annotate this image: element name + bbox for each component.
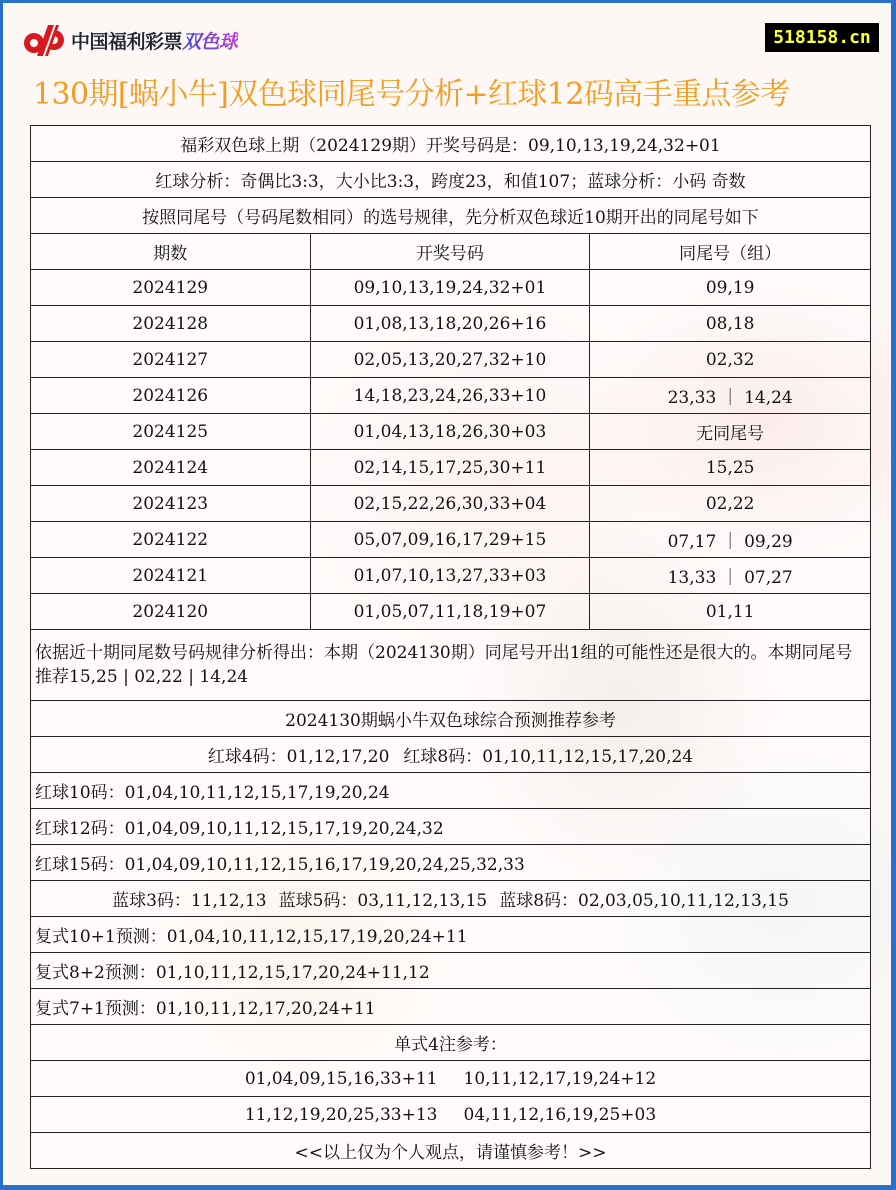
numbers-cell: 14,18,23,24,26,33+10	[310, 378, 590, 414]
table-row	[31, 270, 871, 306]
same-tail-cell: 无同尾号	[590, 414, 871, 450]
single-ticket-4: 04,11,12,16,19,25+03	[463, 1104, 657, 1125]
numbers-cell: 02,14,15,17,25,30+11	[310, 450, 590, 486]
same-tail-cell: 13,33 ｜ 07,27	[590, 558, 871, 594]
numbers-cell: 01,08,13,18,20,26+16	[310, 306, 590, 342]
table-row	[31, 342, 871, 378]
numbers-cell: 05,07,09,16,17,29+15	[310, 522, 590, 558]
table-row	[31, 594, 871, 630]
same-tail-cell: 23,33 ｜ 14,24	[590, 378, 871, 414]
last-draw-row: 福彩双色球上期（2024129期）开奖号码是：09,10,13,19,24,32+01	[31, 126, 871, 162]
red-10-codes: 红球10码：01,04,10,11,12,15,17,19,20,24	[31, 773, 871, 809]
header-same-tail: 同尾号（组）	[590, 234, 871, 270]
table-row	[31, 450, 871, 486]
conclusion-row: 依据近十期同尾数号码规律分析得出：本期（2024130期）同尾号开出1组的可能性还是很大的。本期同尾号推荐15,25 | 02,22 | 14,24	[31, 630, 871, 701]
prediction-title: 2024130期蜗小牛双色球综合预测推荐参考	[31, 701, 871, 737]
intro-row: 按照同尾号（号码尾数相同）的选号规律，先分析双色球近10期开出的同尾号如下	[31, 198, 871, 234]
same-tail-cell: 15,25	[590, 450, 871, 486]
issue-cell: 2024125	[31, 414, 311, 450]
table-row	[31, 486, 871, 522]
single-ticket-3: 11,12,19,20,25,33+13	[244, 1104, 438, 1125]
issue-cell: 2024120	[31, 594, 311, 630]
red-analysis-row: 红球分析：奇偶比3:3，大小比3:3，跨度23，和值107；蓝球分析：小码 奇数	[31, 162, 871, 198]
page-title: 130期[蜗小牛]双色球同尾号分析+红球12码高手重点参考	[33, 77, 790, 112]
logo-text: 中国福利彩票	[71, 30, 183, 53]
issue-cell: 2024128	[31, 306, 311, 342]
header-numbers: 开奖号码	[310, 234, 590, 270]
issue-cell: 2024121	[31, 558, 311, 594]
site-badge: 518158.cn	[765, 23, 879, 52]
same-tail-cell: 01,11	[590, 594, 871, 630]
single-ticket-2: 10,11,12,17,19,24+12	[463, 1068, 657, 1089]
table-row	[31, 414, 871, 450]
numbers-cell: 02,05,13,20,27,32+10	[310, 342, 590, 378]
blue-codes-row	[31, 881, 871, 917]
red-4-8-row	[31, 737, 871, 773]
issue-cell: 2024123	[31, 486, 311, 522]
numbers-cell: 01,04,13,18,26,30+03	[310, 414, 590, 450]
blue-5-codes: 蓝球5码：03,11,12,13,15	[278, 891, 488, 911]
same-tail-cell: 02,22	[590, 486, 871, 522]
single-row-1	[31, 1061, 871, 1097]
numbers-cell: 01,05,07,11,18,19+07	[310, 594, 590, 630]
analysis-table	[30, 125, 871, 1169]
table-row	[31, 558, 871, 594]
header-issue: 期数	[31, 234, 311, 270]
table-row	[31, 378, 871, 414]
numbers-cell: 09,10,13,19,24,32+01	[310, 270, 590, 306]
blue-3-codes: 蓝球3码：11,12,13	[112, 891, 267, 911]
welfare-lottery-logo	[21, 23, 238, 57]
issue-cell: 2024122	[31, 522, 311, 558]
red-8-codes: 红球8码：01,10,11,12,15,17,20,24	[403, 747, 694, 767]
red-15-codes: 红球15码：01,04,09,10,11,12,15,16,17,19,20,24,25,32,33	[31, 845, 871, 881]
table-row	[31, 522, 871, 558]
same-tail-cell: 08,18	[590, 306, 871, 342]
numbers-cell: 02,15,22,26,30,33+04	[310, 486, 590, 522]
same-tail-cell: 02,32	[590, 342, 871, 378]
red-4-codes: 红球4码：01,12,17,20	[207, 747, 390, 767]
table-row	[31, 306, 871, 342]
issue-cell: 2024126	[31, 378, 311, 414]
disclaimer: <<以上仅为个人观点，请谨慎参考！>>	[31, 1133, 871, 1169]
single-ticket-1: 01,04,09,15,16,33+11	[244, 1068, 438, 1089]
fushi-7-1: 复式7+1预测：01,10,11,12,17,20,24+11	[31, 989, 871, 1025]
fushi-10-1: 复式10+1预测：01,04,10,11,12,15,17,19,20,24+11	[31, 917, 871, 953]
red-12-codes: 红球12码：01,04,09,10,11,12,15,17,19,20,24,32	[31, 809, 871, 845]
table-header	[31, 234, 871, 270]
single-title: 单式4注参考：	[31, 1025, 871, 1061]
issue-cell: 2024124	[31, 450, 311, 486]
logo-brand: 双色球	[182, 27, 238, 54]
fushi-8-2: 复式8+2预测：01,10,11,12,15,17,20,24+11,12	[31, 953, 871, 989]
issue-cell: 2024127	[31, 342, 311, 378]
same-tail-cell: 07,17 ｜ 09,29	[590, 522, 871, 558]
single-row-2	[31, 1097, 871, 1133]
issue-cell: 2024129	[31, 270, 311, 306]
cwl-logo-icon	[21, 23, 67, 57]
blue-8-codes: 蓝球8码：02,03,05,10,11,12,13,15	[499, 891, 789, 911]
numbers-cell: 01,07,10,13,27,33+03	[310, 558, 590, 594]
same-tail-cell: 09,19	[590, 270, 871, 306]
